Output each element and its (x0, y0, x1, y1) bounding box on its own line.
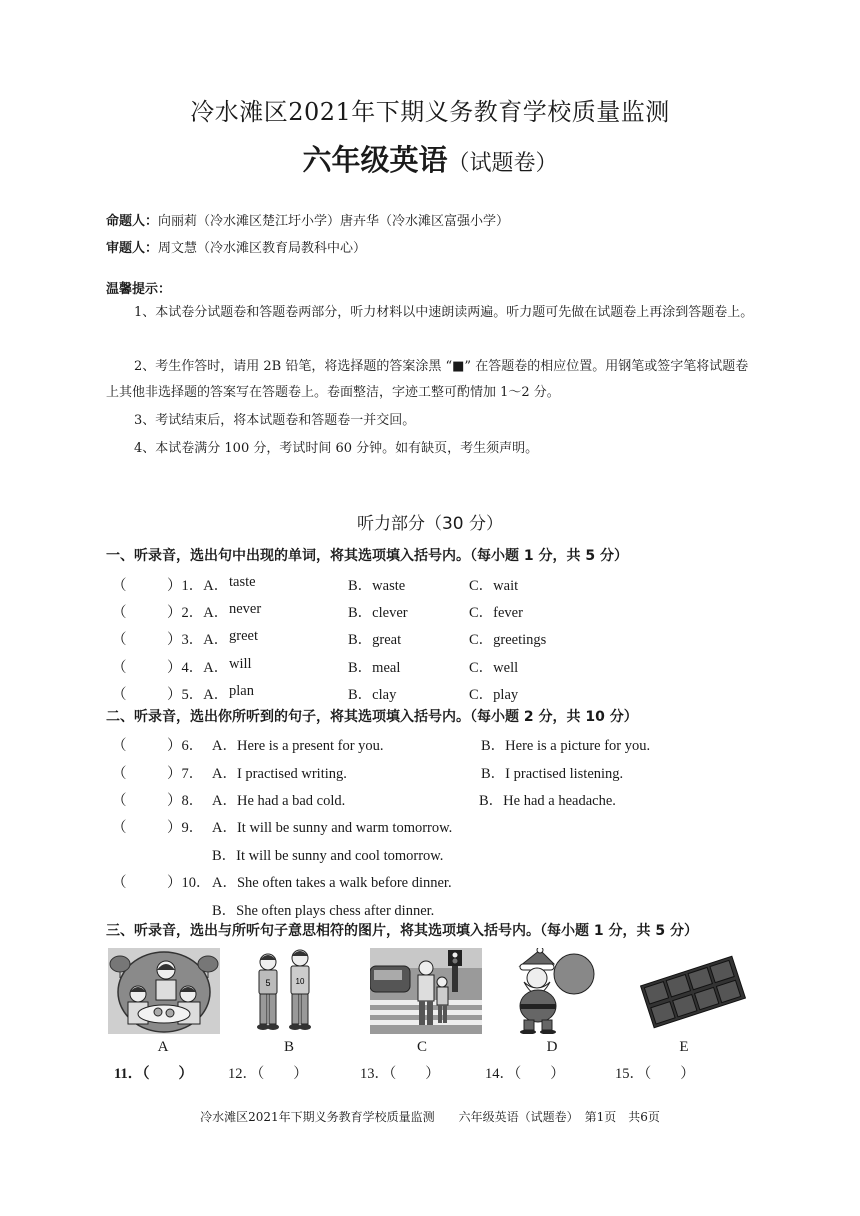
picture-letter-b: B (283, 1039, 294, 1055)
q8-paren: （ (112, 793, 127, 809)
page-footer: 冷水滩区2021年下期义务教育学校质量监测 六年级英语（试题卷） 第1页 共6页 (200, 1110, 660, 1124)
picture-letter-e: E (679, 1039, 689, 1055)
q4-option-c: C．well (469, 660, 519, 676)
q10-paren: （ (112, 875, 127, 891)
q5-option-a: plan (229, 683, 254, 699)
picture-letter-a: A (157, 1039, 169, 1055)
q4-option-a: will (229, 656, 252, 672)
q10-number: ）10． (167, 875, 211, 891)
tip-item-3: 3、考试结束后，将本试题卷和答题卷一并交回。 (134, 413, 416, 428)
q9-option-a: A．It will be sunny and warm tomorrow. (212, 820, 453, 836)
q2-option-c: C．fever (469, 605, 523, 621)
q6-number: ）6． (167, 738, 204, 754)
q9-option-b: B．It will be sunny and cool tomorrow. (212, 848, 444, 864)
q2-number: ）2．A． (167, 605, 229, 621)
q6-option-a: A．Here is a present for you. (212, 738, 384, 754)
q5-paren: （ (112, 687, 127, 703)
picture-a-family-dinner (108, 948, 220, 1034)
author-label: 命题人： (106, 214, 159, 229)
q3-number: ）3．A． (167, 632, 229, 648)
q8-number: ）8． (167, 793, 204, 809)
q3-option-b: B．great (348, 632, 402, 648)
q2-paren: （ (112, 605, 127, 621)
exam-title: 冷水滩区2021年下期义务教育学校质量监测 (190, 98, 670, 126)
q3-paren: （ (112, 632, 127, 648)
q5-option-c: C．play (469, 687, 519, 703)
tip-item-2: 2、考生作答时，请用 2B 铅笔，将选择题的答案涂黑 “■” 在答题卷的相应位置。用钢笔或签字笔将试题卷上其他非选择题的答案写在答题卷上。卷面整洁，字迹工整可酌情加 1～2 分。 (106, 359, 749, 400)
author-line (106, 210, 509, 229)
q7-option-b: B．I practised listening. (481, 766, 624, 782)
tip-item-1: 1、本试卷分试题卷和答题卷两部分，听力材料以中速朗读两遍。听力题可先做在试题卷上再涂到答题卷上。 (134, 305, 754, 320)
part3-heading: 三、听录音，选出与所听句子意思相符的图片，将其选项填入括号内。（每小题 1 分，共 5 分） (106, 923, 698, 939)
tip-item-4: 4、本试卷满分 100 分，考试时间 60 分钟。如有缺页，考生须声明。 (134, 441, 539, 456)
q6-paren: （ (112, 738, 127, 754)
part1-heading: 一、听录音，选出句中出现的单词，将其选项填入括号内。（每小题 1 分，共 5 分） (106, 548, 628, 564)
q5-number: ）5．A． (167, 687, 229, 703)
q9-number: ）9． (167, 820, 204, 836)
answer-blank-14: 14．（ ） (485, 1066, 565, 1082)
q7-option-a: A．I practised writing. (212, 766, 347, 782)
q6-option-b: B．Here is a picture for you. (481, 738, 651, 754)
q4-number: ）4．A． (167, 660, 229, 676)
picture-b-two-players (248, 948, 320, 1034)
q10-option-b: B．She often plays chess after dinner. (212, 903, 435, 919)
jersey-number-right: 10 (295, 977, 305, 986)
q8-option-a: A．He had a bad cold. (212, 793, 346, 809)
answer-blank-11: 11．（ ） (114, 1066, 193, 1082)
q8-option-b: B．He had a headache. (479, 793, 616, 809)
q1-option-c: C．wait (469, 578, 519, 594)
answer-blank-13: 13．（ ） (360, 1066, 440, 1082)
listening-section-title: 听力部分（30 分） (356, 514, 504, 534)
subject-sub: （试题卷） (447, 151, 558, 176)
q2-option-a: never (229, 601, 262, 617)
q7-number: ）7． (167, 766, 204, 782)
picture-e-chocolate-bar (640, 948, 746, 1034)
reviewer-line (106, 237, 366, 256)
q3-option-c: C．greetings (469, 632, 547, 648)
tips-label: 温馨提示： (106, 282, 172, 297)
answer-blank-12: 12．（ ） (228, 1066, 308, 1082)
subject-text: 六年级英语 (302, 143, 448, 177)
q4-option-b: B．meal (348, 660, 401, 676)
q1-paren: （ (112, 578, 127, 594)
q10-option-a: A．She often takes a walk before dinner. (212, 875, 452, 891)
q1-option-b: B．waste (348, 578, 406, 594)
picture-letter-d: D (546, 1039, 558, 1055)
picture-d-santa-claus (500, 948, 596, 1034)
q2-option-b: B．clever (348, 605, 408, 621)
part2-heading: 二、听录音，选出你所听到的句子，将其选项填入括号内。（每小题 2 分，共 10 分） (106, 709, 638, 725)
jersey-number-left: 5 (265, 978, 271, 988)
exam-subject (0, 138, 860, 179)
q1-option-a: taste (229, 574, 256, 590)
q3-option-a: greet (229, 628, 258, 644)
q4-paren: （ (112, 660, 127, 676)
reviewer-value: 周文慧（冷水滩区教育局教科中心） (158, 241, 367, 256)
answer-blank-15: 15．（ ） (615, 1066, 695, 1082)
q9-paren: （ (112, 820, 127, 836)
q7-paren: （ (112, 766, 127, 782)
q1-number: ）1．A． (167, 578, 229, 594)
picture-c-crossing-street (370, 948, 482, 1034)
author-value: 向丽莉（冷水滩区楚江圩小学）唐卉华（冷水滩区富强小学） (158, 214, 510, 229)
picture-letter-c: C (416, 1039, 427, 1055)
q5-option-b: B．clay (348, 687, 397, 703)
reviewer-label: 审题人： (106, 241, 159, 256)
